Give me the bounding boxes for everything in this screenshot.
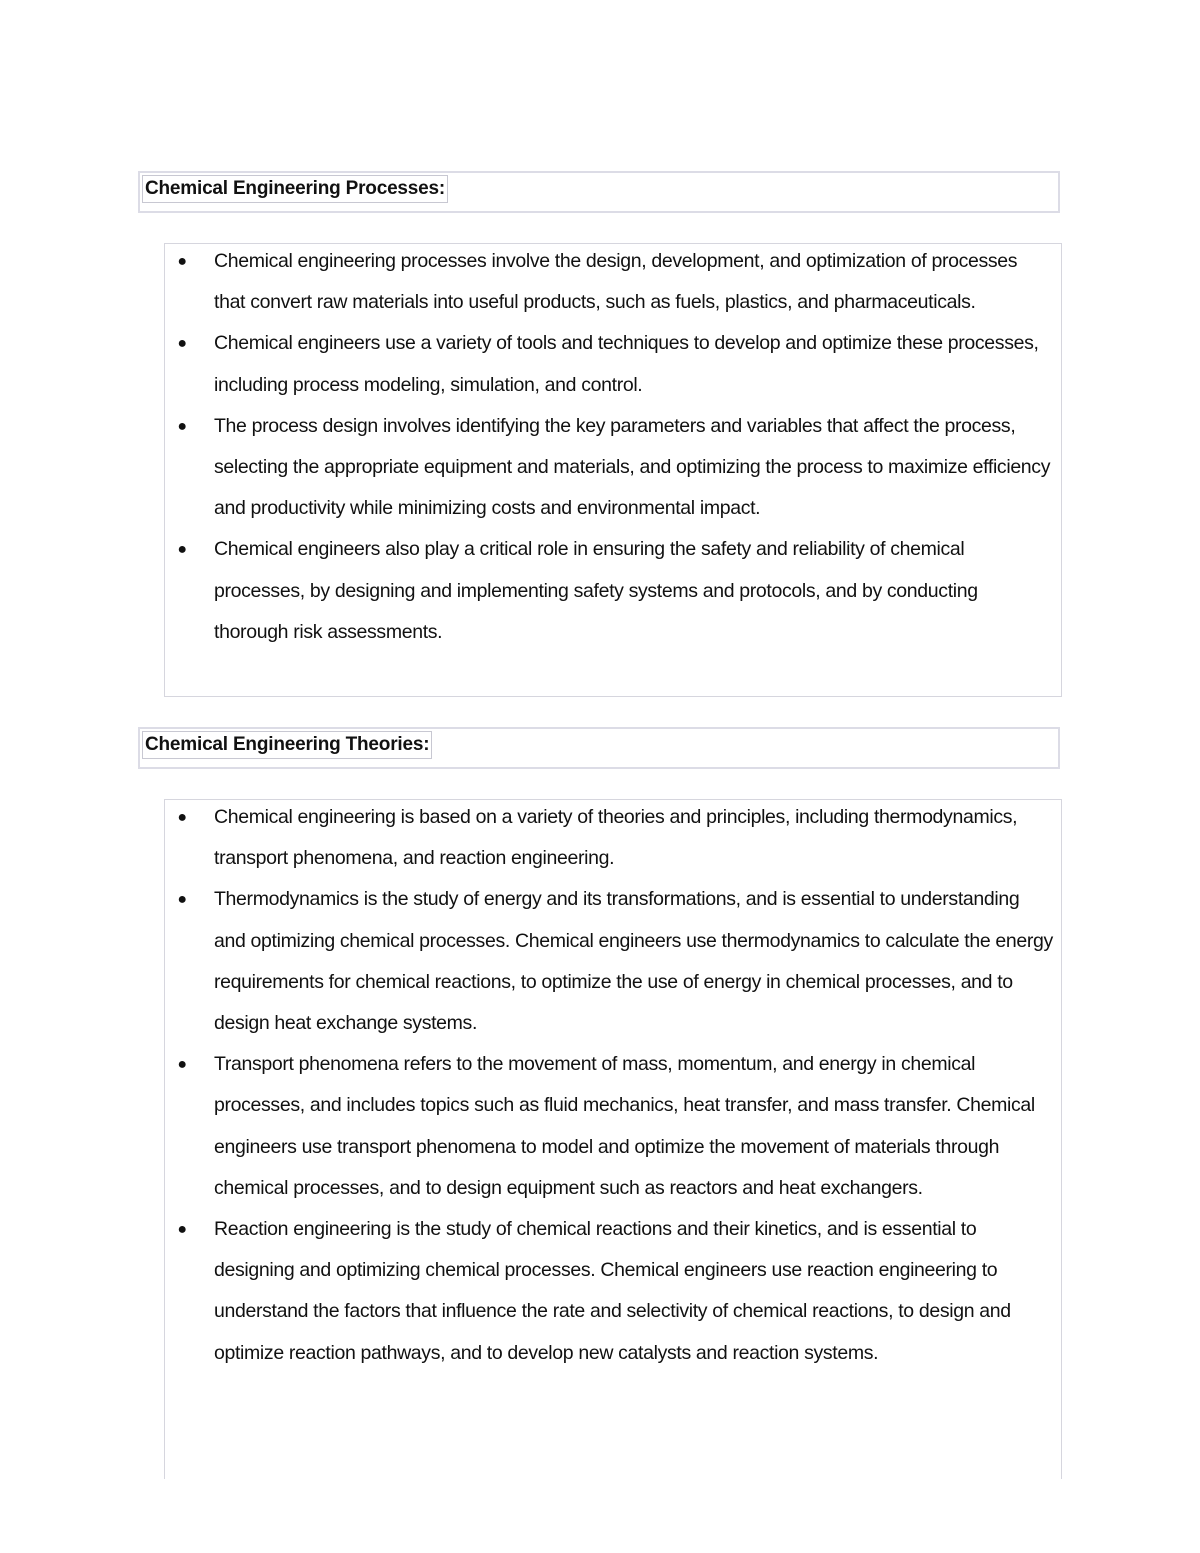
list-item-text: Chemical engineers use a variety of tools and techniques to develop and optimize these processes, including process modeling, simulation, and control. [214,332,1039,396]
list-item-text: Chemical engineers also play a critical role in ensuring the safety and reliability of chemical processes, by designing and implementing safety systems and protocols, and by conducting thorough risk assessments. [214,538,978,643]
list-item [165,879,1061,1044]
bullet-icon: ● [177,1221,187,1239]
list-item-text: The process design involves identifying the key parameters and variables that affect the process, selecting the appropriate equipment and materials, and optimizing the process to maximize efficiency and productivity while minimizing costs and environmental impact. [214,414,1051,520]
list-item [165,1209,1061,1374]
section-heading-box [138,171,1060,213]
bullet-list [165,799,1061,1374]
bullet-icon: ● [177,253,187,270]
bullet-list [165,241,1061,653]
list-item-text: Thermodynamics is the study of energy and its transformations, and is essential to understanding and optimizing chemical processes. Chemical engineers use thermodynamics to calculate the energy requirements for chemical reactions, to optimize the use of energy in chemical processes, and to design heat exchange systems. [214,888,1053,1035]
list-item-text: Chemical engineering processes involve the design, development, and optimization of processes that convert raw materials into useful products, such as fuels, plastics, and pharmaceuticals. [214,250,1018,314]
bullet-icon: ● [177,541,187,559]
bullet-icon: ● [177,1056,187,1074]
bullet-list-box [164,799,1062,1479]
section-heading: Chemical Engineering Processes: [142,175,448,203]
list-item-text: Reaction engineering is the study of chemical reactions and their kinetics, and is essential to designing and optimizing chemical processes. Chemical engineers use reaction engineering to understand the factors that influence the rate and selectivity of chemical reactions, to design and optimize reaction pathways, and to develop new catalysts and reaction systems. [214,1218,1011,1364]
list-item-text: Transport phenomena refers to the movement of mass, momentum, and energy in chemical processes, and includes topics such as fluid mechanics, heat transfer, and mass transfer. Chemical engineers use transport phenomena to model and optimize the movement of materials through chemical processes, and to design equipment such as reactors and heat exchangers. [214,1053,1035,1199]
list-item [165,799,1061,879]
list-item [165,241,1061,323]
section-heading-box [138,727,1060,769]
section-heading: Chemical Engineering Theories: [142,731,432,759]
bullet-icon: ● [177,417,187,435]
list-item [165,529,1061,653]
list-item [165,1044,1061,1209]
list-item [165,323,1061,405]
bullet-list-box [164,243,1062,697]
bullet-icon: ● [177,891,187,909]
list-item [165,406,1061,530]
bullet-icon: ● [177,335,187,353]
bullet-icon: ● [177,809,187,826]
list-item-text: Chemical engineering is based on a variety of theories and principles, including thermodynamics, transport phenomena, and reaction engineering. [214,806,1018,870]
